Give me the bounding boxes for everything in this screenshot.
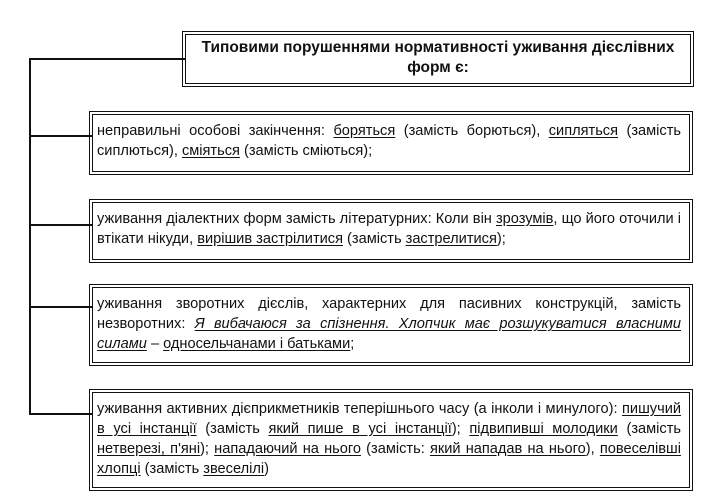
diagram-title: Типовими порушеннями нормативності уживання дієслівних форм є: bbox=[185, 34, 691, 84]
text: уживання зворотних дієслів, характерних для пасивних конструкцій, замість незворотних: bbox=[97, 296, 681, 332]
text: ; bbox=[350, 336, 355, 352]
text: (замість борються), bbox=[395, 123, 549, 139]
example: сміяться bbox=[181, 143, 240, 159]
example: який пише в усі інстанції bbox=[268, 421, 452, 437]
text: (замість bbox=[342, 231, 406, 247]
item-dialect-forms bbox=[92, 202, 690, 260]
example: повеселівші хлопці bbox=[97, 441, 681, 477]
text: ); bbox=[451, 421, 470, 437]
connector-branch-3 bbox=[29, 306, 92, 308]
text: (замість bbox=[140, 461, 204, 477]
example: вирішив застрілитися bbox=[197, 231, 343, 247]
text: (замість сиплються), bbox=[97, 123, 681, 159]
example: Хлопчик має розшукуватися власними силами bbox=[97, 316, 681, 352]
text: (замість bbox=[617, 421, 681, 437]
example: звеселілі bbox=[203, 461, 265, 477]
text: – bbox=[146, 336, 164, 352]
example: який нападав на нього bbox=[429, 441, 586, 457]
connector-trunk bbox=[29, 58, 31, 414]
text: уживання діалектних форм замість літературних: Коли він bbox=[97, 211, 496, 227]
item-reflexive-verbs bbox=[92, 287, 690, 363]
text: ), bbox=[585, 441, 600, 457]
text: ) bbox=[264, 461, 269, 477]
item-active-participles bbox=[92, 392, 690, 488]
text: неправильні особові закінчення: bbox=[97, 123, 334, 139]
example: зрозумів bbox=[495, 211, 554, 227]
connector-branch-2 bbox=[29, 224, 92, 226]
item-personal-endings bbox=[92, 114, 690, 172]
example: нетверезі, п'яні bbox=[97, 441, 201, 457]
example: Я вибачаюся bbox=[194, 316, 287, 332]
text: уживання активних дієприкметників теперішнього часу (а інколи і минулого): bbox=[97, 401, 623, 417]
example: застрелитися bbox=[405, 231, 497, 247]
text: (замість: bbox=[360, 441, 430, 457]
example: нападаючий на нього bbox=[214, 441, 361, 457]
text: , що його оточили і втікати нікуди, bbox=[97, 211, 681, 247]
example: підвипивші молодики bbox=[469, 421, 618, 437]
example: боряться bbox=[333, 123, 396, 139]
text: (замість bbox=[196, 421, 269, 437]
example: сипляться bbox=[548, 123, 619, 139]
example: односельчанами і батьками bbox=[163, 336, 351, 352]
example: за спізнення. bbox=[286, 316, 390, 332]
text: ); bbox=[496, 231, 506, 247]
text: ); bbox=[200, 441, 215, 457]
connector-branch-1 bbox=[29, 135, 92, 137]
text: (замість сміються); bbox=[239, 143, 373, 159]
example: пишучий в усі інстанції bbox=[97, 401, 681, 437]
connector-top bbox=[29, 58, 185, 60]
connector-branch-4 bbox=[29, 413, 92, 415]
